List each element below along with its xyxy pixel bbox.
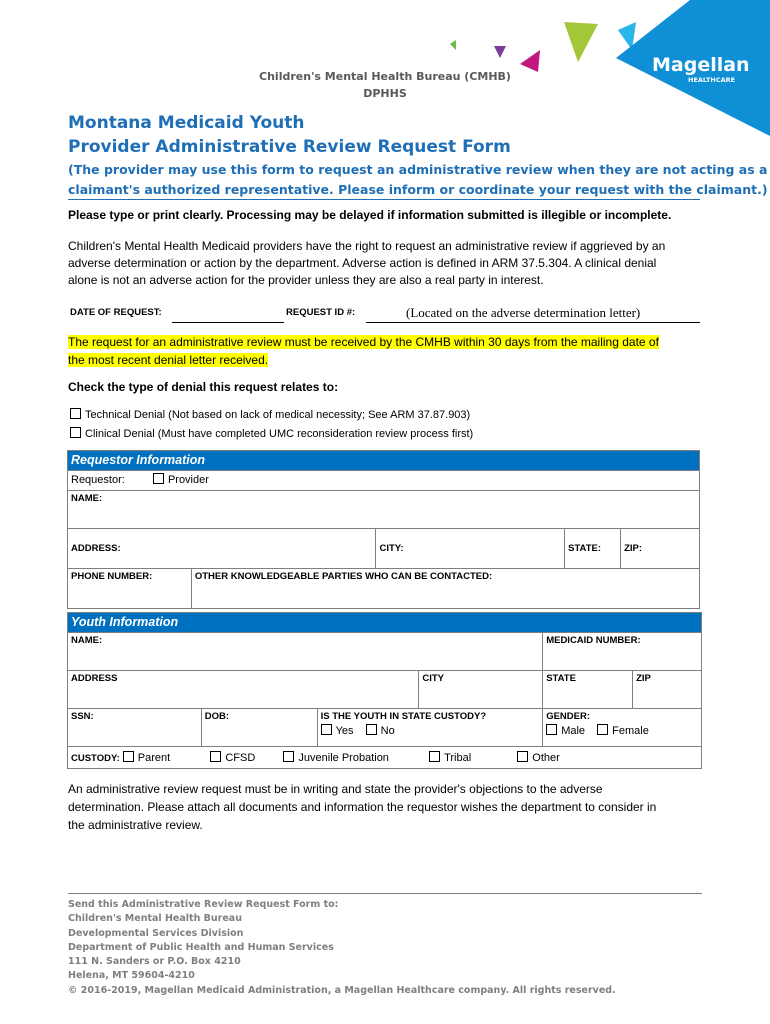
denial-type-heading: Check the type of denial this request relates to: <box>68 380 339 394</box>
custody-cfsd-checkbox[interactable] <box>210 751 221 762</box>
request-id-label: REQUEST ID #: <box>286 307 356 318</box>
rights-line-2: adverse determination or action by the department. Adverse action is defined in ARM 37.5.304. A clinical denial <box>68 256 657 270</box>
rights-paragraph <box>68 238 708 289</box>
other-parties-field[interactable]: OTHER KNOWLEDGEABLE PARTIES WHO CAN BE CONTACTED: <box>191 569 699 609</box>
logo-triangle-purple <box>494 46 506 58</box>
logo-wordmark: Magellan <box>652 54 750 76</box>
clinical-denial-label: Clinical Denial (Must have completed UMC reconsideration review process first) <box>85 428 474 440</box>
state-custody-cell <box>317 709 543 747</box>
instructions-text: Please type or print clearly. Processing may be delayed if information submitted is illegible or incomplete. <box>68 208 672 222</box>
custody-yes-label: Yes <box>335 725 354 737</box>
custody-label: CUSTODY: <box>71 753 120 764</box>
logo-subtext: HEALTHCARE <box>688 76 736 84</box>
deadline-line-1: The request for an administrative review must be received by the CMHB within 30 days from the mailing date of <box>68 335 659 349</box>
footer-line-1: Send this Administrative Review Request Form to: <box>68 899 339 910</box>
footer-line-4: Department of Public Health and Human Services <box>68 941 334 953</box>
female-label: Female <box>612 725 649 737</box>
requestor-section-heading: Requestor Information <box>68 451 700 471</box>
footer-line-5: 111 N. Sanders or P.O. Box 4210 <box>68 956 241 968</box>
custody-juvenile-checkbox[interactable] <box>283 751 294 762</box>
requestor-type-row <box>68 471 700 491</box>
technical-denial-checkbox[interactable] <box>70 408 81 419</box>
requestor-address-field[interactable]: ADDRESS: <box>68 529 376 569</box>
medicaid-number-field[interactable]: MEDICAID NUMBER: <box>543 633 702 671</box>
youth-name-field[interactable]: NAME: <box>68 633 543 671</box>
male-checkbox[interactable] <box>546 724 557 735</box>
dob-field[interactable]: DOB: <box>201 709 317 747</box>
footer-line-2: Children's Mental Health Bureau <box>68 913 242 925</box>
custody-other-label: Other <box>532 752 560 764</box>
footer-line-6: Helena, MT 59604-4210 <box>68 970 195 982</box>
requestor-phone-field[interactable]: PHONE NUMBER: <box>68 569 192 609</box>
form-subtitle-line2: claimant's authorized representative. Please inform or coordinate your request with the claimant.) <box>68 182 768 197</box>
ssn-field[interactable]: SSN: <box>68 709 202 747</box>
female-checkbox[interactable] <box>597 724 608 735</box>
requestor-name-field[interactable]: NAME: <box>68 491 700 529</box>
custody-other-checkbox[interactable] <box>517 751 528 762</box>
form-title-line1: Montana Medicaid Youth <box>68 113 305 133</box>
footer-address-block <box>68 898 616 998</box>
deadline-notice <box>68 333 708 369</box>
date-of-request-field[interactable] <box>172 322 284 323</box>
custody-juvenile-label: Juvenile Probation <box>298 752 389 764</box>
requestor-zip-field[interactable]: ZIP: <box>621 529 700 569</box>
request-id-hint: (Located on the adverse determination letter) <box>406 305 641 320</box>
state-custody-question: IS THE YOUTH IN STATE CUSTODY? <box>320 711 487 722</box>
custody-cfsd-label: CFSD <box>225 752 256 764</box>
requestor-label: Requestor: <box>71 474 125 486</box>
title-underline <box>68 199 700 200</box>
male-label: Male <box>561 725 586 737</box>
requestor-info-table <box>67 450 700 609</box>
youth-section-heading: Youth Information <box>68 613 702 633</box>
youth-address-field[interactable]: ADDRESS <box>68 671 419 709</box>
closing-line-2: determination. Please attach all documents and information the requestor wishes the department to consider in <box>68 800 657 814</box>
request-id-field[interactable] <box>366 322 700 323</box>
youth-zip-field[interactable]: ZIP <box>633 671 702 709</box>
custody-parent-label: Parent <box>137 752 171 764</box>
rights-line-1: Children's Mental Health Medicaid providers have the right to request an administrative review if aggrieved by an <box>68 239 666 253</box>
custody-tribal-checkbox[interactable] <box>429 751 440 762</box>
custody-no-checkbox[interactable] <box>366 724 377 735</box>
provider-checkbox[interactable] <box>153 473 164 484</box>
denial-option-clinical[interactable] <box>70 427 473 440</box>
requestor-state-field[interactable]: STATE: <box>565 529 621 569</box>
provider-option-label: Provider <box>167 474 209 486</box>
custody-no-label: No <box>380 725 395 737</box>
form-title-line2: Provider Administrative Review Request Form <box>68 137 511 157</box>
gender-options <box>546 724 698 737</box>
state-custody-options <box>321 724 540 737</box>
technical-denial-label: Technical Denial (Not based on lack of medical necessity; See ARM 37.87.903) <box>85 409 471 421</box>
closing-line-1: An administrative review request must be in writing and state the provider's objections to the adverse <box>68 782 603 796</box>
closing-line-3: the administrative review. <box>68 818 203 832</box>
deadline-line-2: the most recent denial letter received. <box>68 353 269 367</box>
custody-parent-checkbox[interactable] <box>123 751 134 762</box>
custody-yes-checkbox[interactable] <box>321 724 332 735</box>
logo-triangle-green-small <box>450 40 456 50</box>
footer-copyright: © 2016-2019, Magellan Medicaid Administration, a Magellan Healthcare company. All rights reserved. <box>68 984 616 996</box>
gender-cell <box>543 709 702 747</box>
gender-label: GENDER: <box>546 711 590 722</box>
closing-paragraph <box>68 780 708 834</box>
footer-divider <box>68 893 702 894</box>
custody-tribal-label: Tribal <box>444 752 472 764</box>
youth-state-field[interactable]: STATE <box>543 671 633 709</box>
bureau-name: Children's Mental Health Bureau (CMHB) <box>259 70 511 83</box>
footer-line-3: Developmental Services Division <box>68 927 244 939</box>
date-of-request-label: DATE OF REQUEST: <box>70 307 162 318</box>
form-subtitle-line1: (The provider may use this form to request an administrative review when they are not acting as a <box>68 162 768 177</box>
youth-info-table <box>67 612 702 769</box>
clinical-denial-checkbox[interactable] <box>70 427 81 438</box>
rights-line-3: alone is not an adverse action for the provider unless they are also a real party in interest. <box>68 273 544 287</box>
youth-city-field[interactable]: CITY <box>419 671 543 709</box>
custody-row <box>68 747 702 769</box>
denial-option-technical[interactable] <box>70 408 470 421</box>
department-name: DPHHS <box>363 87 407 100</box>
requestor-city-field[interactable]: CITY: <box>376 529 565 569</box>
logo-triangle-lime <box>564 22 598 62</box>
logo-triangle-magenta <box>520 50 540 72</box>
